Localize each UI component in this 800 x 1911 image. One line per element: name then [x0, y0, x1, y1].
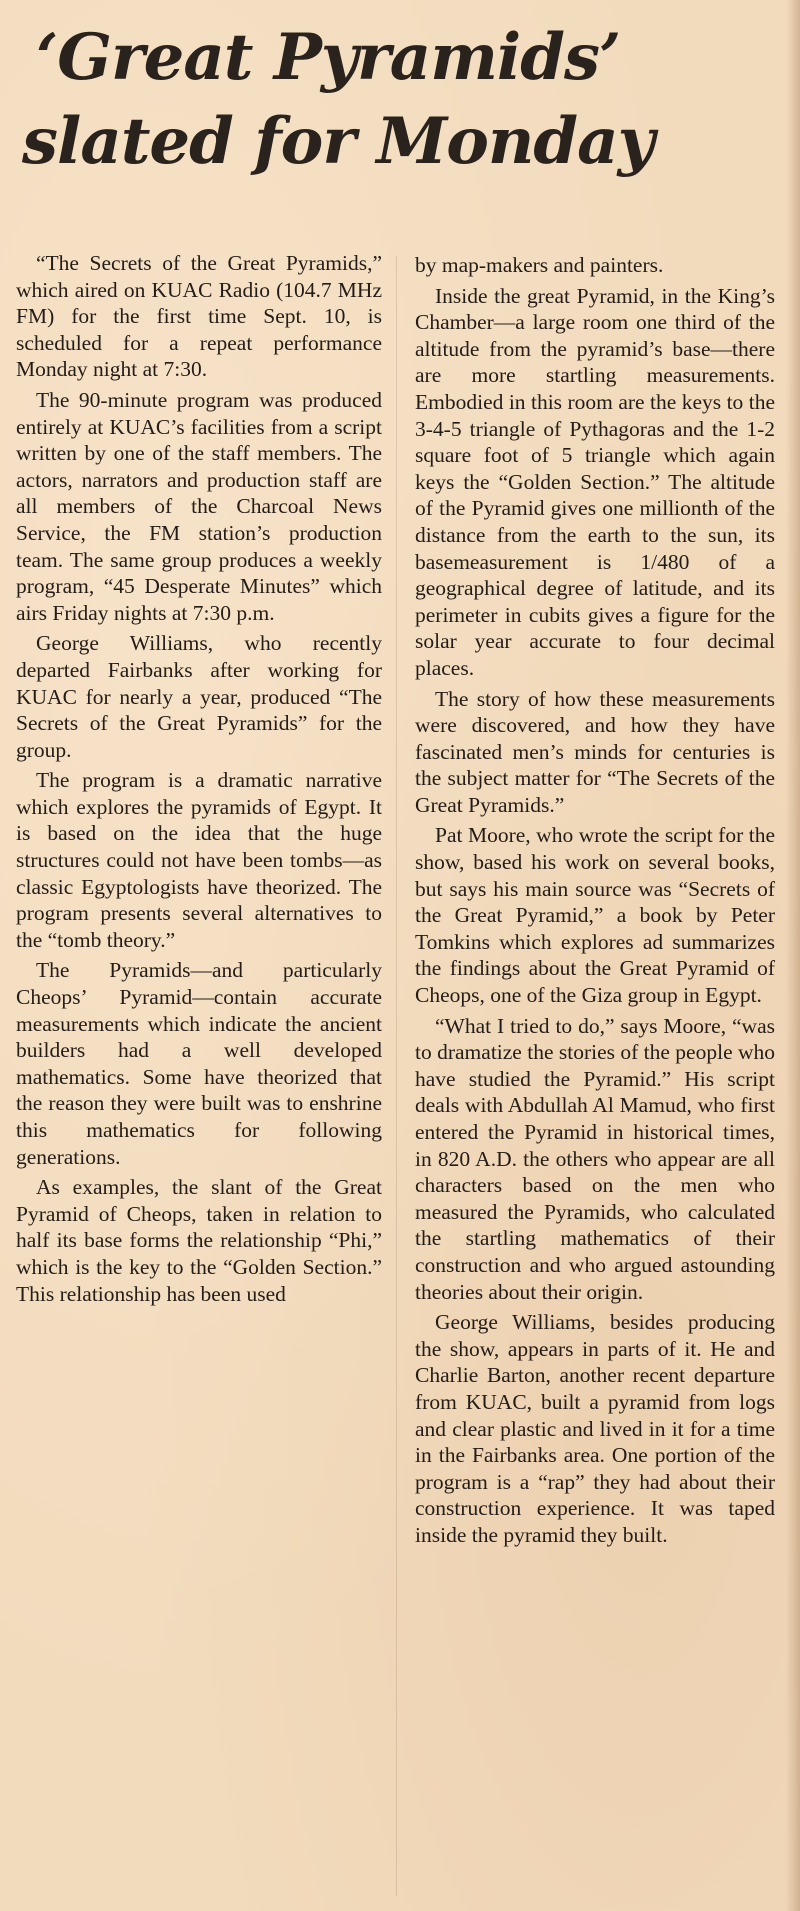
right-column: [415, 252, 775, 1553]
paragraph-script-source: Pat Moore, who wrote the script for the show, based his work on several books, but says his main source was “Secrets of the Great Pyramid,” a book by Peter Tomkins which explores ad summarizes the findings about the Great Pyramid of Cheops, one of the Giza group in Egypt.: [415, 823, 775, 1008]
left-column: [16, 250, 382, 1311]
paragraph-examples: As examples, the slant of the Great Pyramid of Cheops, taken in relation to half its base forms the relationship “Phi,” which is the key to the “Golden Section.” This relationship has been used: [16, 1175, 382, 1306]
column-divider: [396, 256, 397, 1896]
paragraph-narrative: The program is a dramatic narrative which explores the pyramids of Egypt. It is based on the idea that the huge structures could not have been tombs—as classic Egyptologists have theorized. The program presents several alternatives to the “tomb theory.”: [16, 768, 382, 952]
paragraph-story: The story of how these measurements were discovered, and how they have fascinated men’s minds for centuries is the subject matter for “The Secrets of the Great Pyramids.”: [415, 686, 775, 817]
paragraph-producer: George Williams, who recently departed Fairbanks after working for KUAC for nearly a year, produced “The Secrets of the Great Pyramids” for the group.: [16, 631, 382, 762]
headline: [22, 16, 782, 184]
paragraph-measurements: The Pyramids—and particularly Cheops’ Pyramid—contain accurate measurements which indicate the ancient builders had a well developed mathematics. Some have theorized that the reason they were built was to enshrine this mathematics for following generations.: [16, 958, 382, 1169]
headline-line-1: ‘Great Pyramids’: [36, 20, 621, 95]
headline-line-2: slated for Monday: [22, 104, 654, 179]
paper-edge-shadow: [786, 0, 800, 1911]
paragraph-moore-quote: “What I tried to do,” says Moore, “was to dramatize the stories of the people who have studied the Pyramid.” His script deals with Abdullah Al Mamud, who first entered the Pyramid in historical times, in 820 A.D. the others who appear are all characters based on the men who measured the Pyramids, who calculated the startling mathematics of their construction and who argued astounding theories about their origin.: [415, 1013, 776, 1304]
paragraph-williams: George Williams, besides producing the show, appears in parts of it. He and Charlie Barton, another recent departure from KUAC, built a pyramid from logs and clear plastic and lived in it for a time in the Fairbanks area. One portion of the program is a “rap” they had about their construction experience. It was taped inside the pyramid they built.: [415, 1310, 775, 1547]
paragraph-intro: “The Secrets of the Great Pyramids,” which aired on KUAC Radio (104.7 MHz FM) for the first time Sept. 10, is scheduled for a repeat performance Monday night at 7:30.: [16, 251, 382, 382]
paragraph-production: The 90-minute program was produced entirely at KUAC’s facilities from a script written by one of the staff members. The actors, narrators and production staff are all members of the Charcoal News Service, the FM station’s production team. The same group produces a weekly program, “45 Desperate Minutes” which airs Friday nights at 7:30 p.m.: [16, 387, 382, 625]
paragraph-kings-chamber: Inside the great Pyramid, in the King’s Chamber—a large room one third of the altitude from the pyramid’s base—there are more startling measurements. Embodied in this room are the keys to the 3-4-5 triangle of Pythagoras and the 1-2 square foot of 5 triangle which again keys the “Golden Section.” The altitude of the Pyramid gives one millionth of the distance from the earth to the sun, its basemeasurement is 1/480 of a geographical degree of latitude, and its perimeter in cubits gives a figure for the solar year accurate to four decimal places.: [415, 283, 775, 680]
paragraph-continuation: by map-makers and painters.: [415, 253, 664, 277]
